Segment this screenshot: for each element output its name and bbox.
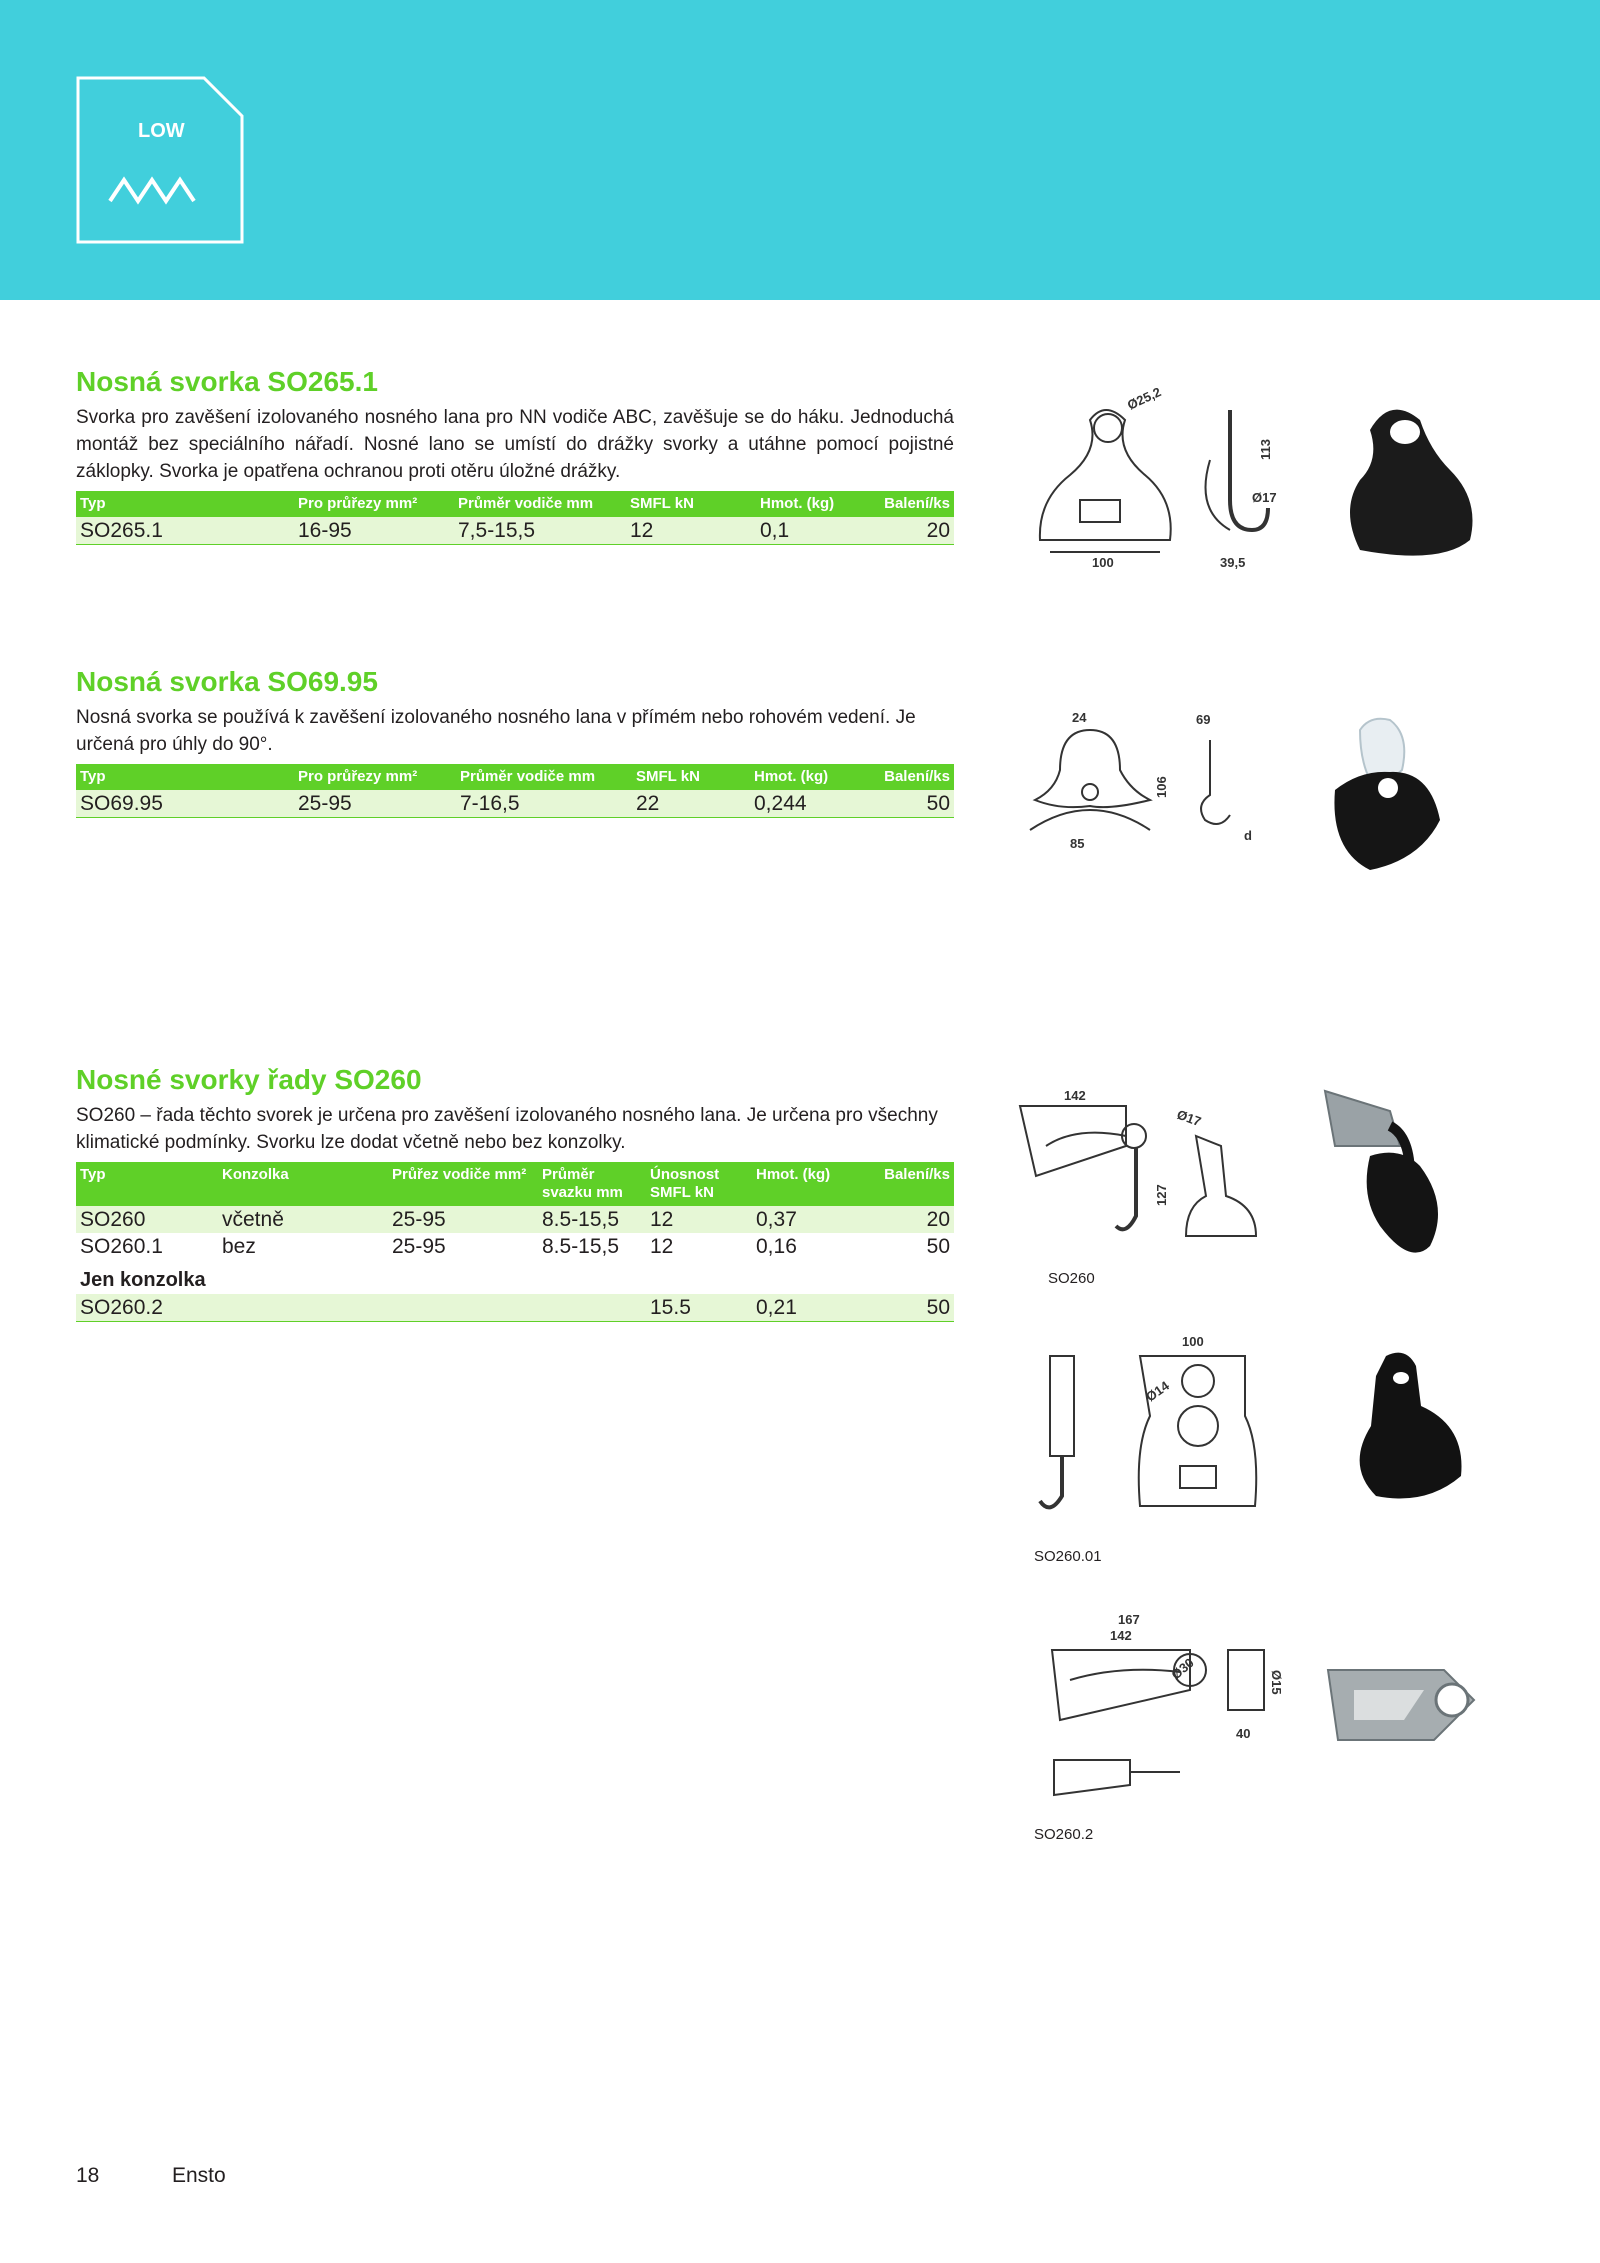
table-cell: SO260 xyxy=(80,1208,146,1231)
dimension-label: 142 xyxy=(1110,1628,1132,1643)
dimension-label: 40 xyxy=(1236,1726,1251,1741)
table-cell xyxy=(218,1294,388,1322)
table-cell: 7,5-15,5 xyxy=(458,519,536,542)
section-so69 xyxy=(76,666,954,818)
column-header: Průměr vodiče mm xyxy=(460,768,596,785)
header-band xyxy=(0,0,1600,300)
table-cell: 25-95 xyxy=(392,1235,446,1258)
column-header: Průřez vodiče mm² xyxy=(392,1166,527,1183)
table-header-row xyxy=(76,491,954,517)
table-cell: 0,16 xyxy=(756,1235,797,1258)
column-header: Průměr vodiče mm xyxy=(458,495,594,512)
table-subheading-row xyxy=(76,1260,954,1294)
table-cell: 8.5-15,5 xyxy=(542,1235,620,1258)
column-header: Balení/ks xyxy=(884,768,950,785)
spec-table xyxy=(76,1162,954,1322)
so265-technical-drawing xyxy=(1030,380,1290,580)
dimension-label: 24 xyxy=(1072,710,1087,725)
section-title: Nosné svorky řady SO260 xyxy=(76,1064,422,1095)
table-cell: 25-95 xyxy=(298,792,352,815)
table-cell: včetně xyxy=(222,1208,284,1231)
table-cell: SO260.2 xyxy=(80,1296,163,1319)
dimension-label: 167 xyxy=(1118,1612,1140,1627)
table-cell: 12 xyxy=(630,519,654,542)
table-row xyxy=(76,1206,954,1233)
dimension-label: 100 xyxy=(1182,1336,1204,1349)
table-cell: SO69.95 xyxy=(80,792,163,815)
so265-product-photo xyxy=(1320,390,1490,570)
table-cell: 0,244 xyxy=(754,792,807,815)
dimension-label: d xyxy=(1244,828,1252,843)
column-header: Průměr svazku mm xyxy=(542,1166,623,1201)
dimension-label: 106 xyxy=(1154,776,1169,798)
table-cell: 20 xyxy=(926,1208,950,1231)
dimension-label: 127 xyxy=(1154,1184,1169,1206)
table-cell: SO260.1 xyxy=(80,1235,163,1258)
section-description: Nosná svorka se používá k zavěšení izolovaného nosného lana v přímém nebo rohovém vedení. Je určená pro úhly do 90°. xyxy=(76,707,916,755)
table-cell: SO265.1 xyxy=(80,519,163,542)
figure-caption: SO260.2 xyxy=(1034,1826,1094,1843)
dimension-label: Ø30 xyxy=(1168,1655,1197,1683)
table-cell: bez xyxy=(222,1235,256,1258)
dimension-label: Ø17 xyxy=(1174,1106,1204,1130)
section-description: Svorka pro zavěšení izolovaného nosného lana pro NN vodiče ABC, zavěšuje se do háku. Jednoduchá montáž bez speciálního nářadí. Nosné lano se umístí do drážky svorky a utáhne pomocí pojistné záklopky. Svorka je opatřena ochranou proti otěru úložné drážky. xyxy=(76,407,954,482)
column-header: Typ xyxy=(80,1166,106,1183)
table-header-row xyxy=(76,764,954,790)
table-cell: 7-16,5 xyxy=(460,792,520,815)
dimension-label: 142 xyxy=(1064,1088,1086,1103)
column-header: Hmot. (kg) xyxy=(760,495,835,512)
table-cell: 0,37 xyxy=(756,1208,797,1231)
table-cell xyxy=(538,1294,646,1322)
table-cell: 50 xyxy=(926,1296,950,1319)
badge-label: LOW xyxy=(138,120,185,142)
table-cell: 50 xyxy=(926,1235,950,1258)
table-cell xyxy=(388,1294,538,1322)
table-cell: 50 xyxy=(926,792,950,815)
figure-caption: SO260 xyxy=(1048,1270,1095,1287)
dimension-label: 100 xyxy=(1092,555,1114,570)
footer-brand: Ensto xyxy=(172,2164,226,2187)
so260-01-technical-drawing xyxy=(1030,1336,1270,1536)
dimension-label: Ø15 xyxy=(1269,1670,1284,1695)
so260-product-photo xyxy=(1320,1086,1480,1276)
column-header: Typ xyxy=(80,495,106,512)
column-header: Pro průřezy mm² xyxy=(298,495,418,512)
low-voltage-badge-icon xyxy=(76,76,244,244)
table-cell: 0,21 xyxy=(756,1296,797,1319)
table-cell: 15.5 xyxy=(650,1296,691,1319)
figure-caption: SO260.01 xyxy=(1034,1548,1102,1565)
column-header: Balení/ks xyxy=(884,495,950,512)
page-number: 18 xyxy=(76,2164,100,2187)
column-header: Hmot. (kg) xyxy=(754,768,829,785)
dimension-label: Ø14 xyxy=(1143,1378,1172,1405)
table-row xyxy=(76,1294,954,1322)
table-cell: 12 xyxy=(650,1235,674,1258)
column-header: Únosnost SMFL kN xyxy=(650,1166,720,1201)
so260-technical-drawing xyxy=(1016,1086,1276,1256)
so260-01-product-photo xyxy=(1326,1346,1486,1516)
table-cell: 12 xyxy=(650,1208,674,1231)
dimension-label: 85 xyxy=(1070,836,1085,851)
column-header: Konzolka xyxy=(222,1166,289,1183)
table-cell: 16-95 xyxy=(298,519,352,542)
so69-product-photo xyxy=(1310,710,1470,880)
dimension-label: 39,5 xyxy=(1220,555,1246,570)
so260-2-product-photo xyxy=(1324,1660,1484,1760)
so69-technical-drawing xyxy=(1020,710,1270,860)
section-title: Nosná svorka SO69.95 xyxy=(76,666,378,697)
table-cell: 8.5-15,5 xyxy=(542,1208,620,1231)
column-header: Pro průřezy mm² xyxy=(298,768,418,785)
table-row xyxy=(76,517,954,545)
section-description: SO260 – řada těchto svorek je určena pro zavěšení izolovaného nosného lana. Je určena pro všechny klimatické podmínky. Svorku lze dodat včetně nebo bez konzolky. xyxy=(76,1105,938,1153)
table-cell: 20 xyxy=(926,519,950,542)
column-header: Typ xyxy=(80,768,106,785)
dimension-label: 69 xyxy=(1196,712,1211,727)
table-cell: 22 xyxy=(636,792,660,815)
spec-table xyxy=(76,491,954,545)
table-header-row xyxy=(76,1162,954,1206)
so260-2-technical-drawing xyxy=(1040,1610,1290,1800)
section-so265 xyxy=(76,366,954,545)
dimension-label: Ø25,2 xyxy=(1124,384,1164,413)
table-row xyxy=(76,790,954,818)
table-cell: 0,1 xyxy=(760,519,790,542)
column-header: SMFL kN xyxy=(636,768,700,785)
table-subheading: Jen konzolka xyxy=(80,1269,206,1291)
spec-table xyxy=(76,764,954,818)
dimension-label: Ø17 xyxy=(1252,490,1277,505)
section-so260 xyxy=(76,1064,954,1322)
column-header: SMFL kN xyxy=(630,495,694,512)
table-row xyxy=(76,1233,954,1260)
column-header: Balení/ks xyxy=(884,1166,950,1183)
table-cell: 25-95 xyxy=(392,1208,446,1231)
section-title: Nosná svorka SO265.1 xyxy=(76,366,378,397)
dimension-label: 113 xyxy=(1258,439,1273,460)
column-header: Hmot. (kg) xyxy=(756,1166,831,1183)
